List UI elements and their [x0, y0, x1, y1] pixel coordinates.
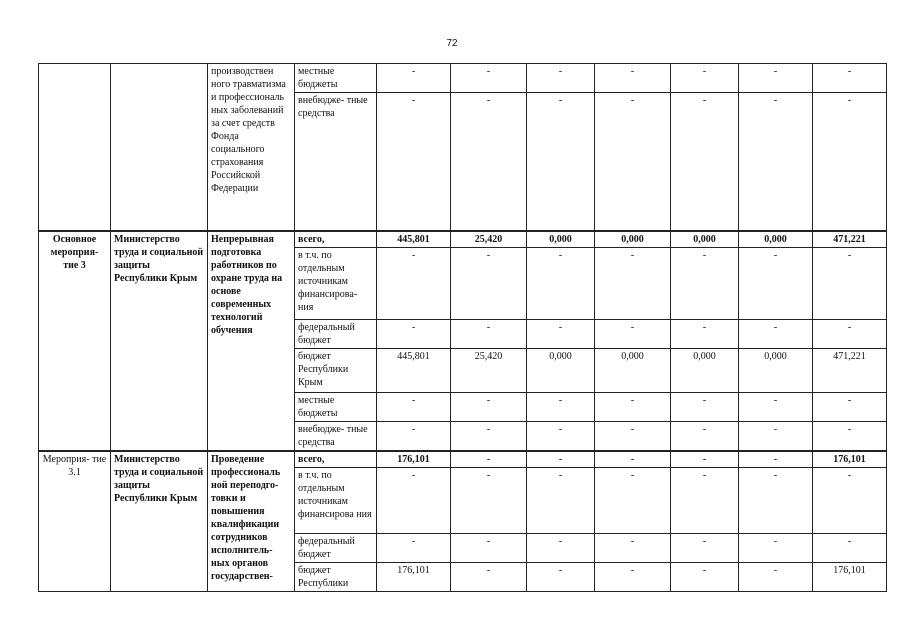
- value-cell: -: [377, 392, 451, 421]
- table-row: [39, 64, 887, 93]
- value-cell: -: [377, 319, 451, 348]
- value-cell: -: [739, 562, 813, 591]
- value-cell: -: [813, 64, 887, 93]
- value-cell: 25,420: [451, 348, 527, 392]
- value-cell: -: [451, 392, 527, 421]
- event-code-cell: [39, 64, 111, 231]
- value-cell: 176,101: [813, 562, 887, 591]
- value-cell: -: [451, 451, 527, 468]
- funding-source-cell: в т.ч. по отдельным источникам финансирова- ния: [295, 247, 377, 319]
- value-cell: -: [451, 319, 527, 348]
- value-cell: 0,000: [527, 231, 595, 248]
- table-row: [39, 231, 887, 248]
- event-name-cell: производствен ного травматизма и профессиональ ных заболеваний за счет средств Фонда социального страхования Российской Федерации: [208, 64, 295, 231]
- value-cell: -: [813, 247, 887, 319]
- funding-source-cell: местные бюджеты: [295, 64, 377, 93]
- value-cell: -: [739, 247, 813, 319]
- value-cell: 445,801: [377, 231, 451, 248]
- value-cell: 0,000: [671, 231, 739, 248]
- value-cell: -: [595, 93, 671, 231]
- event-name-cell: Непрерывная подготовка работников по охране труда на основе современных технологий обучения: [208, 231, 295, 451]
- value-cell: -: [813, 392, 887, 421]
- value-cell: -: [813, 421, 887, 451]
- value-cell: -: [671, 392, 739, 421]
- value-cell: -: [527, 64, 595, 93]
- value-cell: -: [527, 467, 595, 533]
- value-cell: -: [739, 319, 813, 348]
- value-cell: -: [739, 93, 813, 231]
- value-cell: -: [595, 467, 671, 533]
- value-cell: -: [739, 467, 813, 533]
- funding-source-cell: всего,: [295, 451, 377, 468]
- value-cell: 0,000: [595, 231, 671, 248]
- value-cell: -: [813, 467, 887, 533]
- value-cell: 176,101: [813, 451, 887, 468]
- funding-source-cell: бюджет Республики: [295, 562, 377, 591]
- value-cell: -: [671, 93, 739, 231]
- table-row: [39, 451, 887, 468]
- value-cell: 0,000: [527, 348, 595, 392]
- value-cell: -: [813, 319, 887, 348]
- value-cell: -: [671, 467, 739, 533]
- value-cell: 25,420: [451, 231, 527, 248]
- funding-source-cell: внебюдже- тные средства: [295, 93, 377, 231]
- value-cell: -: [671, 64, 739, 93]
- value-cell: -: [377, 533, 451, 562]
- value-cell: -: [527, 533, 595, 562]
- value-cell: -: [377, 467, 451, 533]
- value-cell: 176,101: [377, 451, 451, 468]
- value-cell: 0,000: [739, 348, 813, 392]
- value-cell: 0,000: [739, 231, 813, 248]
- value-cell: -: [527, 319, 595, 348]
- value-cell: -: [739, 421, 813, 451]
- executor-cell: Министерство труда и социальной защиты Республики Крым: [111, 231, 208, 451]
- value-cell: -: [527, 451, 595, 468]
- value-cell: -: [451, 467, 527, 533]
- budget-table: [38, 63, 887, 592]
- value-cell: -: [595, 533, 671, 562]
- value-cell: 445,801: [377, 348, 451, 392]
- value-cell: -: [527, 392, 595, 421]
- value-cell: 0,000: [671, 348, 739, 392]
- value-cell: -: [377, 247, 451, 319]
- value-cell: -: [595, 64, 671, 93]
- value-cell: -: [595, 247, 671, 319]
- value-cell: -: [527, 247, 595, 319]
- value-cell: -: [451, 64, 527, 93]
- value-cell: -: [739, 533, 813, 562]
- event-code-cell: Основное мероприя- тие 3: [39, 231, 111, 451]
- value-cell: -: [671, 533, 739, 562]
- funding-source-cell: в т.ч. по отдельным источникам финансирова ния: [295, 467, 377, 533]
- funding-source-cell: бюджет Республики Крым: [295, 348, 377, 392]
- value-cell: 0,000: [595, 348, 671, 392]
- value-cell: -: [451, 533, 527, 562]
- value-cell: -: [671, 562, 739, 591]
- value-cell: -: [527, 562, 595, 591]
- event-code-cell: Мероприя- тие 3.1: [39, 451, 111, 592]
- funding-source-cell: местные бюджеты: [295, 392, 377, 421]
- value-cell: 176,101: [377, 562, 451, 591]
- value-cell: -: [595, 562, 671, 591]
- value-cell: -: [671, 421, 739, 451]
- value-cell: -: [377, 421, 451, 451]
- value-cell: -: [595, 421, 671, 451]
- value-cell: -: [671, 319, 739, 348]
- value-cell: -: [813, 533, 887, 562]
- value-cell: -: [377, 64, 451, 93]
- funding-source-cell: федеральный бюджет: [295, 533, 377, 562]
- value-cell: 471,221: [813, 231, 887, 248]
- event-name-cell: Проведение профессиональ ной переподго- товки и повышения квалификации сотрудников исполнитель- ных органов государствен-: [208, 451, 295, 592]
- value-cell: -: [595, 392, 671, 421]
- funding-source-cell: внебюдже- тные средства: [295, 421, 377, 451]
- value-cell: -: [671, 451, 739, 468]
- value-cell: -: [451, 421, 527, 451]
- value-cell: -: [813, 93, 887, 231]
- page-number: 72: [446, 38, 458, 49]
- value-cell: -: [527, 421, 595, 451]
- executor-cell: Министерство труда и социальной защиты Республики Крым: [111, 451, 208, 592]
- value-cell: -: [739, 451, 813, 468]
- value-cell: -: [595, 451, 671, 468]
- value-cell: -: [739, 392, 813, 421]
- executor-cell: [111, 64, 208, 231]
- funding-source-cell: всего,: [295, 231, 377, 248]
- value-cell: -: [527, 93, 595, 231]
- value-cell: -: [595, 319, 671, 348]
- funding-source-cell: федеральный бюджет: [295, 319, 377, 348]
- value-cell: -: [377, 93, 451, 231]
- value-cell: -: [671, 247, 739, 319]
- value-cell: -: [739, 64, 813, 93]
- value-cell: -: [451, 93, 527, 231]
- value-cell: -: [451, 247, 527, 319]
- value-cell: 471,221: [813, 348, 887, 392]
- value-cell: -: [451, 562, 527, 591]
